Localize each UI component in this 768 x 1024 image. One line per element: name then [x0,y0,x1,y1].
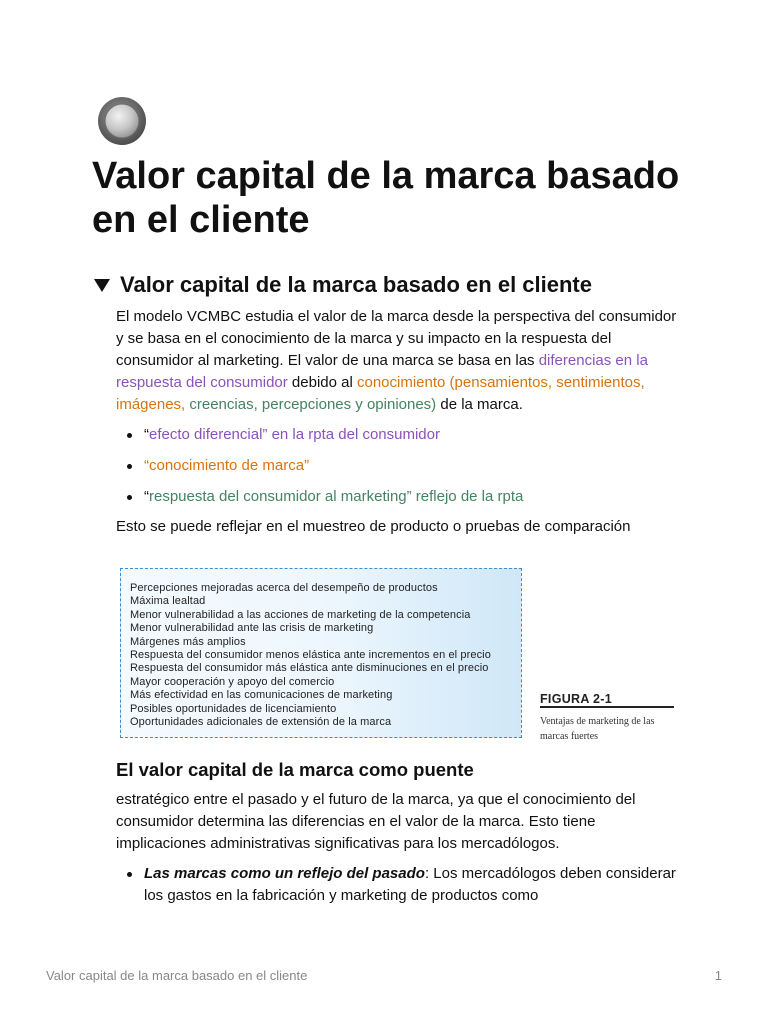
list-item: “respuesta del consumidor al marketing” reflejo de la rpta [144,486,684,508]
intro-paragraph: El modelo VCMBC estudia el valor de la marca desde la perspectiva del consumidor y se basa en el conocimiento de la marca y su impacto en la respuesta del consumidor al marketing. El valor de una marca se basa en las diferencias en la respuesta del consumidor debido al conocimiento (pensamientos, sentimientos, imágenes, creencias, percepciones y opiniones) de la marca. [116,308,677,413]
list-item: Las marcas como un reflejo del pasado: Los mercadólogos deben considerar los gastos en la fabricación y marketing de productos como [144,863,684,907]
sampling-paragraph: Esto se puede reflejar en el muestreo de producto o pruebas de comparación [116,518,631,535]
figure-label: FIGURA 2-1 [540,692,612,706]
figure-item: Mayor cooperación y apoyo del comercio [130,675,335,688]
figure-item: Menor vulnerabilidad a las acciones de marketing de la competencia [130,608,471,621]
figure-item: Menor vulnerabilidad ante las crisis de marketing [130,622,374,635]
list-item: “efecto diferencial” en la rpta del consumidor [144,424,684,446]
figure-item: Oportunidades adicionales de extensión de la marca [130,716,392,729]
gray-circle-icon [96,97,150,145]
figure-item: Percepciones mejoradas acerca del desempeño de productos [130,582,438,594]
figure-box [120,568,522,738]
page-title: Valor capital de la marca basado en el cliente [92,155,680,241]
figure-item: Más efectividad en las comunicaciones de marketing [130,689,393,702]
highlight-green: creencias, percepciones y opiniones) [189,396,437,413]
figure-divider [540,706,674,708]
figure-caption: Ventajas de marketing de las marcas fuertes [540,716,655,742]
figure-item: Respuesta del consumidor más elástica ante disminuciones en el precio [130,662,489,675]
toggle-content [116,306,684,907]
bridge-paragraph: estratégico entre el pasado y el futuro de la marca, ya que el conocimiento del consumidor determina las diferencias en el valor de la marca. Esto tiene implicaciones administrativas significativas para los mercadólogos. [116,791,636,852]
page-number: 1 [714,968,722,983]
figure-item: Márgenes más amplios [130,635,246,648]
footer-title: Valor capital de la marca basado en el cliente [46,968,308,983]
list-item: “conocimiento de marca” [144,455,684,477]
toggle-triangle-icon[interactable] [94,279,110,292]
figure-item: Máxima lealtad [130,595,206,608]
highlight-purple: diferencias en la respuesta del consumidor [116,352,648,391]
section-heading: El valor capital de la marca como puente [116,759,474,780]
bullet-list-2 [116,863,684,907]
figure-item: Respuesta del consumidor menos elástica ante incrementos en el precio [130,649,491,662]
highlight-orange: conocimiento (pensamientos, sentimientos, imágenes, [116,374,645,413]
figure-image [116,554,684,754]
figure-item: Posibles oportunidades de licenciamiento [130,702,337,715]
toggle-heading-label: Valor capital de la marca basado en el cliente [120,272,592,297]
toggle-heading[interactable] [92,271,712,299]
bullet-list [116,424,684,508]
